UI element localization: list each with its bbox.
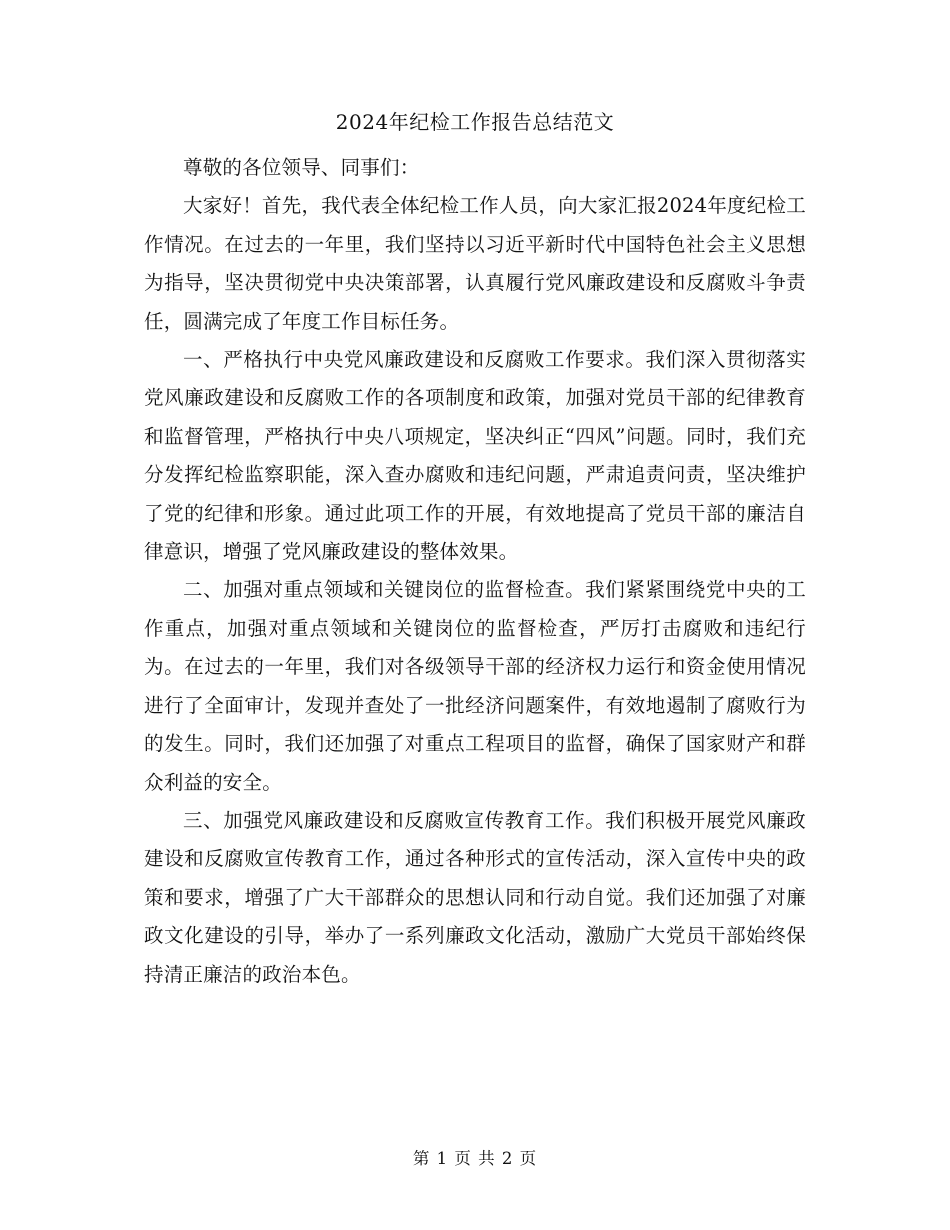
paragraph-section-2: 二、加强对重点领域和关键岗位的监督检查。我们紧紧围绕党中央的工作重点，加强对重点领域和关键岗位的监督检查，严厉打击腐败和违纪行为。在过去的一年里，我们对各级领导干部的经济权力运行和资金使用情况进行了全面审计，发现并查处了一批经济问题案件，有效地遏制了腐败行为的发生。同时，我们还加强了对重点工程项目的监督，确保了国家财产和群众利益的安全。 xyxy=(144,578,806,794)
document-title: 2024年纪检工作报告总结范文 xyxy=(335,110,615,134)
salutation: 尊敬的各位领导、同事们： xyxy=(183,156,420,179)
paragraph-section-1: 一、严格执行中央党风廉政建设和反腐败工作要求。我们深入贯彻落实党风廉政建设和反腐败工作的各项制度和政策，加强对党员干部的纪律教育和监督管理，严格执行中央八项规定，坚决纠正“四风”问题。同时，我们充分发挥纪检监察职能，深入查办腐败和违纪问题，严肃追责问责，坚决维护了党的纪律和形象。通过此项工作的开展，有效地提高了党员干部的廉洁自律意识，增强了党风廉政建设的整体效果。 xyxy=(144,348,806,564)
document-body xyxy=(144,149,806,994)
paragraph-section-3: 三、加强党风廉政建设和反腐败宣传教育工作。我们积极开展党风廉政建设和反腐败宣传教育工作，通过各种形式的宣传活动，深入宣传中央的政策和要求，增强了广大干部群众的思想认同和行动自觉。我们还加强了对廉政文化建设的引导，举办了一系列廉政文化活动，激励广大党员干部始终保持清正廉洁的政治本色。 xyxy=(144,808,806,986)
paragraph-intro: 大家好！首先，我代表全体纪检工作人员，向大家汇报2024年度纪检工作情况。在过去的一年里，我们坚持以习近平新时代中国特色社会主义思想为指导，坚决贯彻党中央决策部署，认真履行党风廉政建设和反腐败斗争责任，圆满完成了年度工作目标任务。 xyxy=(144,194,806,333)
page-number-footer: 第 1 页 共 2 页 xyxy=(412,1149,538,1168)
